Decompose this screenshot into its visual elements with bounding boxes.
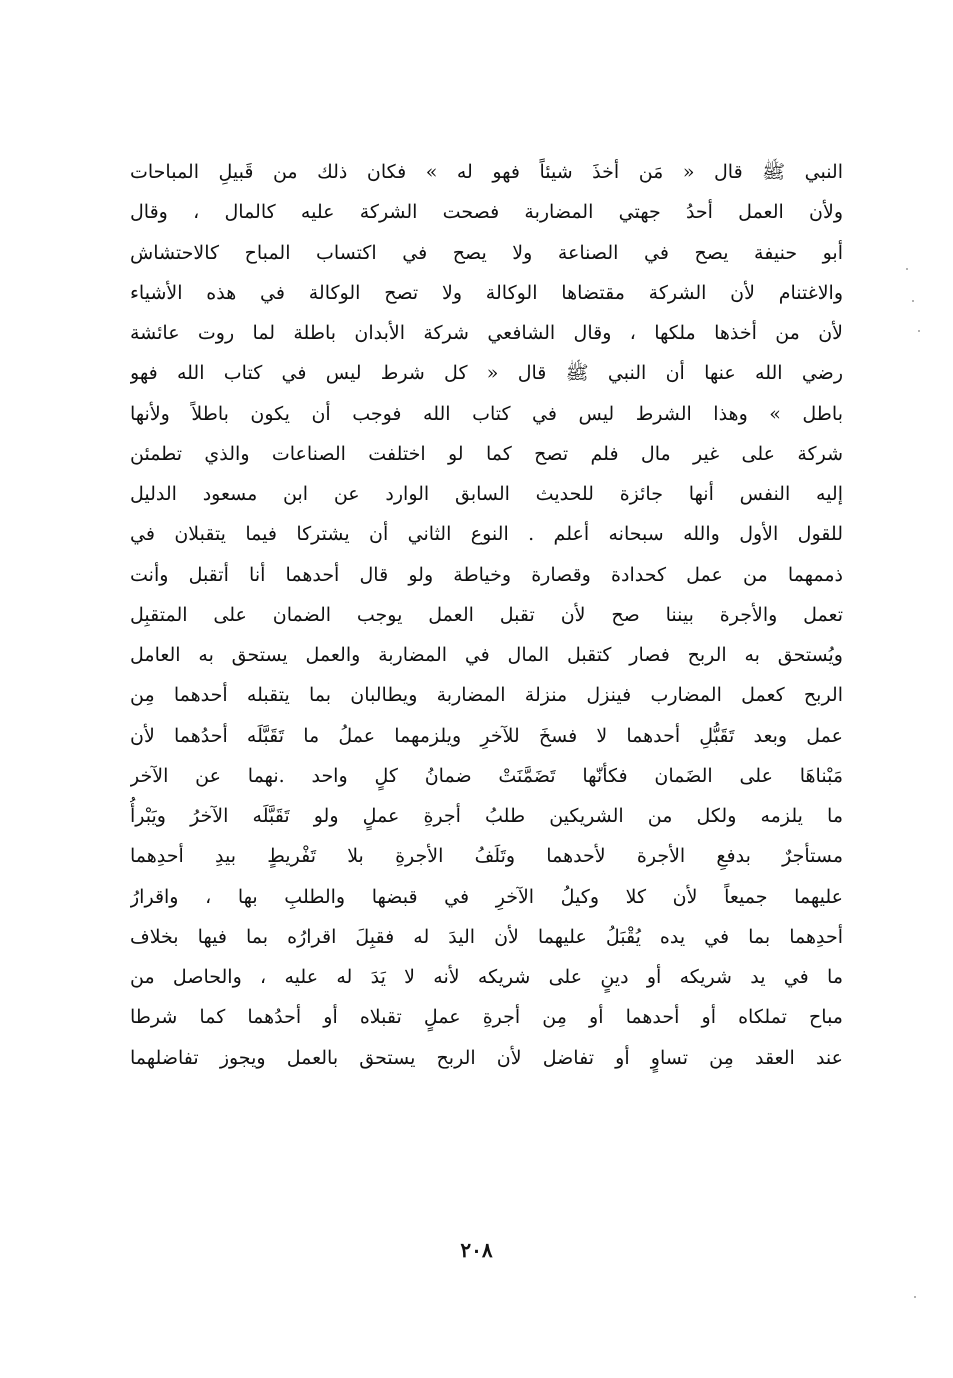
text-line-6: رضي الله عنها أن النبي ﷺ قال « كل شرط ليس في كتاب الله فهو: [130, 362, 843, 385]
text-line-5: لأن من أخذها ملكها ، وقال الشافعي شركة الأبدان باطلة لما روت عائشة: [130, 322, 843, 344]
text-line-7: باطل » وهذا الشرط ليس في كتاب الله فوجب أن يكون باطلاً ولأنها: [130, 402, 843, 425]
page-number: ٢٠٨: [460, 1238, 493, 1262]
text-line-11: ذممهما من عمل كحدادة وقصارة وخياطة ولو قال أحدهما أنا أتقبل وأنت: [130, 563, 843, 586]
text-line-3: أبو حنيفة يصح في الصناعة ولا يصح في اكتساب المباح كالاحتشاش: [130, 241, 843, 264]
text-line-12: تعمل والأجرة بيننا صح لأن تقبل العمل يوجب الضمان على المتقبِل: [130, 603, 843, 626]
text-line-18: مستأجرٌ بدفعِ الأجرة لأحدهما وتَلَفُ الأجرةِ بلا تَفْريطٍ بيدِ أحدِهما: [130, 845, 843, 868]
text-line-9: إليه النفس أنها جائزة للحديث السابق الوارد عن ابن مسعود الدليل: [130, 483, 843, 505]
text-line-10: للقول الأول والله سبحانه أعلم . النوع الثاني أن يشتركا فيما يتقبلان في: [130, 523, 843, 546]
scan-speck: [912, 300, 914, 302]
text-line-20: أحدِهما بما في يده يُقْبَلُ عليهما لأن اليدَ له فقبِلَ اقرارُه بما فيها بخلاف: [130, 925, 843, 948]
text-line-21: ما في يد شريكه أو دينٍ على شريكه لأنه لا يَدَ له عليه ، والحاصل من: [130, 966, 843, 988]
scan-speck: [914, 1296, 916, 1298]
text-line-8: شركة على غير مال فلم تصح كما لو اختلفت الصناعات والذي تطمئن: [130, 442, 843, 465]
body-text: [130, 152, 843, 1078]
text-line-16: مَبْناهَا على الضَمان فكأنّها تَضَمَّنَتْ ضمانُ كلٍ واحد .نهما عن الآخر: [130, 764, 843, 787]
text-line-15: عمل وبعد تَقَبُّلِ أحدهما لا فسخَ للآخرِ ويلزمهما عملُ ما تَقَبَّلَه أحدُهما لأن: [130, 724, 843, 747]
text-line-23: عند العقد مِن تساوٍ أو تفاضل لأن الربح يستحق بالعمل ويجوز تفاضلهما: [130, 1046, 843, 1069]
text-line-14: الربح كعمل المضارب فينزل منزلة المضاربة ويطالبان بما يتقبله أحدهما مِن: [130, 684, 843, 707]
text-line-17: ما يلزمه ولكل من الشريكين طلبُ أجرةِ عملٍ ولو تَقَبَّلَه الآخرُ ويَبْرأُ: [130, 805, 843, 827]
text-line-22: مباح تملكاه أو أحدهما أو مِن أجرةِ عملٍ تقبلاه أو أحدُهما كما شرطا: [130, 1006, 843, 1029]
scan-speck: [906, 268, 908, 270]
text-line-2: ولأن العمل أحدُ جهتي المضاربة فصحت الشركة عليه كالمال ، وقال: [130, 201, 843, 224]
text-line-19: عليهما جميعاً لأن كلا وكيلُ الآخرِ في قبضها والطلبِ بها ، واقرارُ: [130, 885, 843, 908]
scan-speck: [918, 330, 920, 332]
text-line-1: النبي ﷺ قال « مَن أخذَ شيئاً فهو له » فكان ذلك من قَبيلِ المباحات: [130, 161, 843, 183]
text-line-13: ويُستحق به الربح فصار كتقبل المال في المضاربة والعمل يستحق به العامل: [130, 644, 843, 666]
text-line-4: والاغتنام لأن الشركة مقتضاها الوكالة ولا تصح الوكالة في هذه الأشياء: [130, 281, 843, 304]
